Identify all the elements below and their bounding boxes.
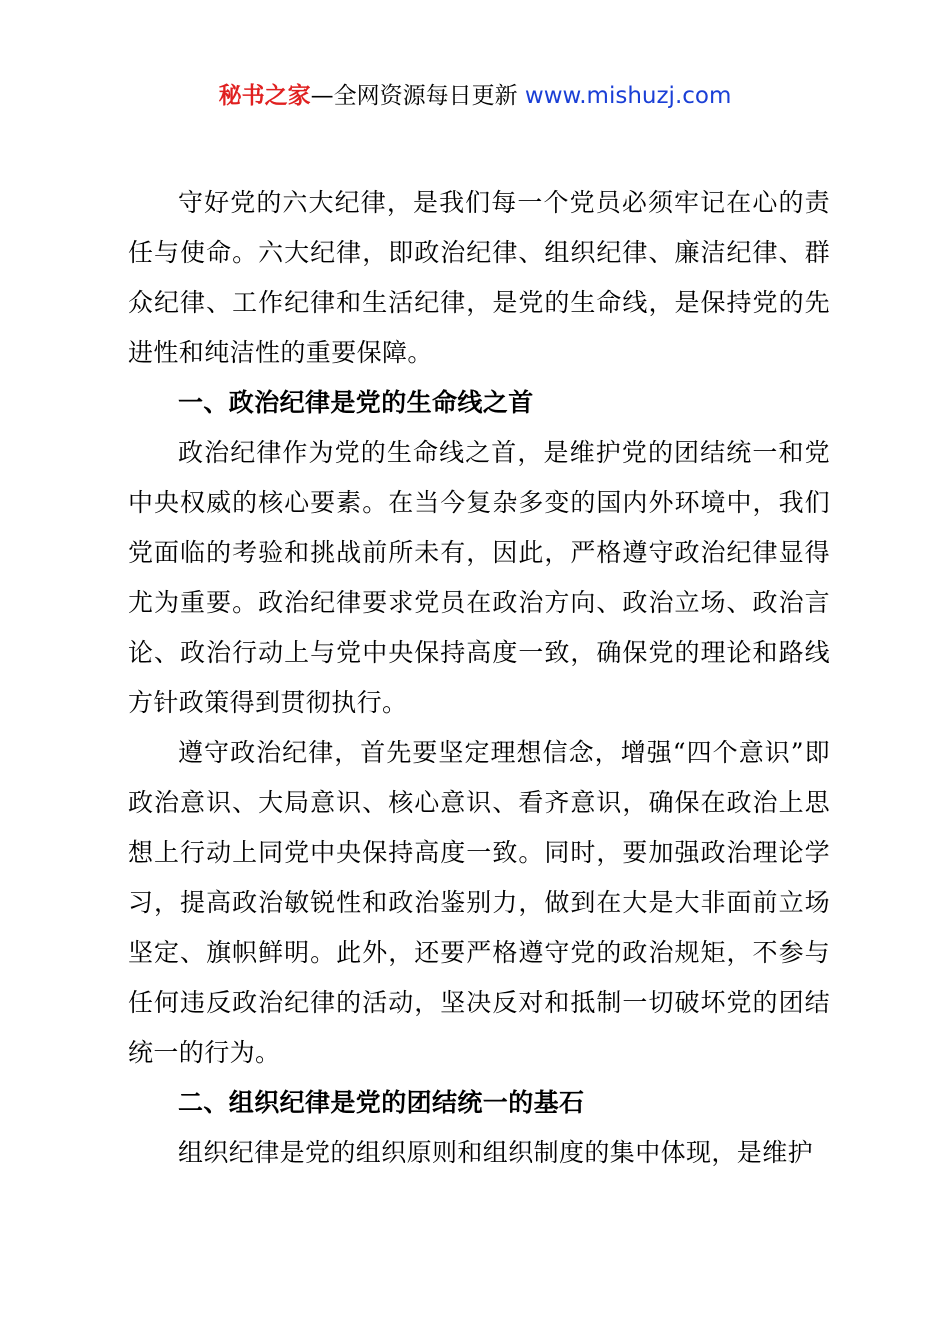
header-tagline: —全网资源每日更新: [310, 83, 525, 109]
section-heading-organizational-discipline: 二、组织纪律是党的团结统一的基石: [178, 1088, 585, 1117]
intro-paragraph: 守好党的六大纪律，是我们每一个党员必须牢记在心的责任与使命。六大纪律，即政治纪律、组织纪律、廉洁纪律、群众纪律、工作纪律和生活纪律，是党的生命线，是保持党的先进性和纯洁性的重要保障。: [128, 188, 830, 367]
body-paragraph: 组织纪律是党的组织原则和组织制度的集中体现，是维护: [178, 1138, 814, 1167]
document-body: [128, 178, 830, 1178]
body-paragraph: 遵守政治纪律，首先要坚定理想信念，增强“四个意识”即政治意识、大局意识、核心意识、看齐意识，确保在政治上思想上行动上同党中央保持高度一致。同时，要加强政治理论学习，提高政治敏锐性和政治鉴别力，做到在大是大非面前立场坚定、旗帜鲜明。此外，还要严格遵守党的政治规矩，不参与任何违反政治纪律的活动，坚决反对和抵制一切破坏党的团结统一的行为。: [128, 738, 830, 1067]
brand-name: 秘书之家: [218, 83, 311, 109]
body-paragraph: 政治纪律作为党的生命线之首，是维护党的团结统一和党中央权威的核心要素。在当今复杂多变的国内外环境中，我们党面临的考验和挑战前所未有，因此，严格遵守政治纪律显得尤为重要。政治纪律要求党员在政治方向、政治立场、政治言论、政治行动上与党中央保持高度一致，确保党的理论和路线方针政策得到贯彻执行。: [128, 438, 830, 717]
page-header: [0, 80, 950, 112]
site-url[interactable]: www.mishuzj.com: [524, 83, 732, 109]
section-heading-political-discipline: 一、政治纪律是党的生命线之首: [178, 388, 534, 417]
